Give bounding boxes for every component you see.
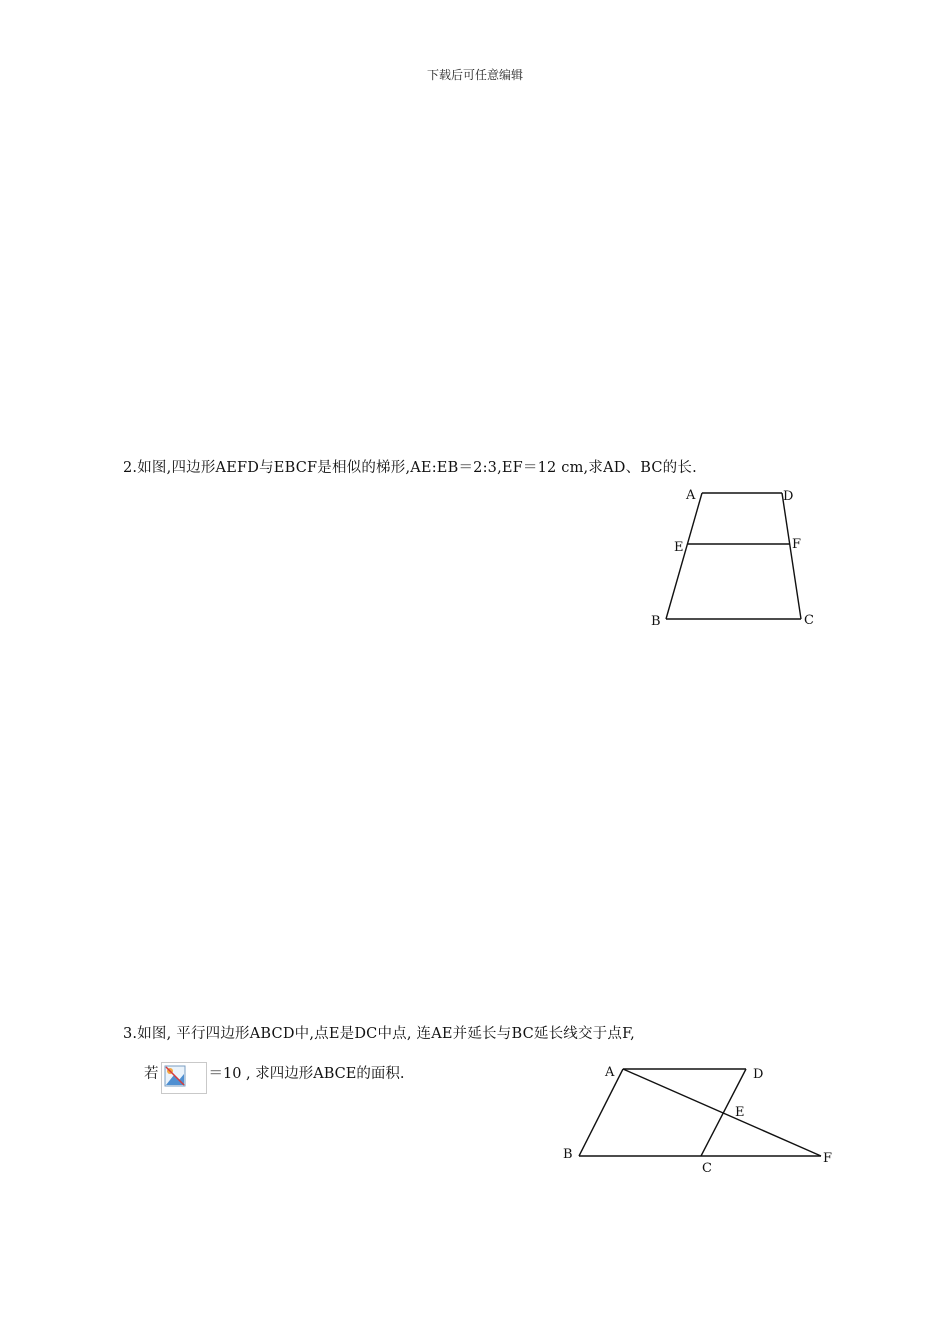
label-D: D [753,1067,764,1082]
label-B: B [563,1147,573,1162]
segment-AB [579,1069,623,1156]
problem-3-condition [144,1058,404,1090]
segment-AB [666,493,702,619]
label-D: D [783,489,794,504]
segment-AF [623,1069,821,1156]
label-F: F [823,1151,833,1166]
problem-2-text: 2.如图,四边形AEFD与EBCF是相似的梯形,AE:EB＝2:3,EF＝12 cm,求AD、BC的长. [123,460,697,476]
label-E: E [674,540,684,555]
label-F: F [792,537,802,552]
page-header: 下载后可任意编辑 [426,68,523,82]
trapezoid-figure [640,480,830,630]
broken-image-icon [161,1062,207,1094]
condition-prefix: 若 [144,1066,159,1082]
problem-3-text: 3.如图, 平行四边形ABCD中,点E是DC中点, 连AE并延长与BC延长线交于点F, [123,1026,635,1042]
label-A: A [686,488,696,503]
segment-DC [782,493,801,619]
condition-suffix: ＝10 , 求四边形ABCE的面积. [208,1066,405,1082]
parallelogram-figure [555,1058,845,1183]
label-B: B [651,614,661,629]
label-C: C [804,613,814,628]
label-A: A [605,1065,615,1080]
label-E: E [735,1105,745,1120]
label-C: C [702,1161,712,1176]
